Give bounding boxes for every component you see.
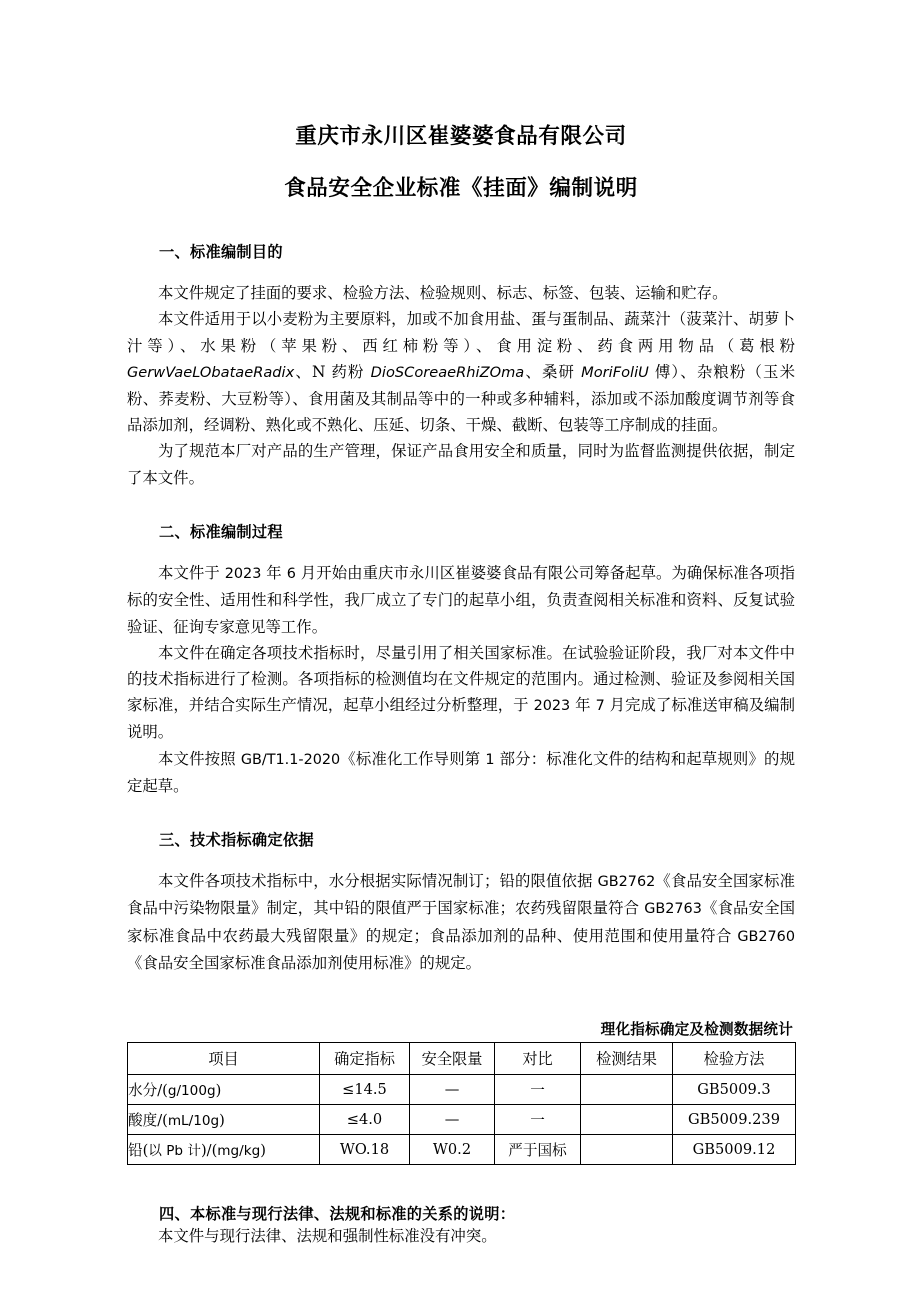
section-1-paragraph-1: 本文件规定了挂面的要求、检验方法、检验规则、标志、标签、包装、运输和贮存。	[158, 284, 728, 303]
section-1-paragraph-3: 为了规范本厂对产品的生产管理，保证产品食用安全和质量，同时为监督监测提供依据，制定了本文件。	[127, 442, 795, 487]
table-cell-determined: WO.18	[320, 1134, 410, 1164]
section-1-paragraph-2: 本文件适用于以小麦粉为主要原料，加或不加食用盐、蛋与蛋制品、蔬菜汁（菠菜汁、胡萝卜汁等）、水果粉（苹果粉、西红柿粉等）、食用淀粉、药食两用物品（葛根粉 GerwVaeLObataeRadix、N 药粉 DioSCoreaeRhiZOma、桑研 MoriFoliU 傅）、杂粮粉（玉米粉、荞麦粉、大豆粉等）、食用菌及其制品等中的一种或多种辅料，添加或不添加酸度调节剂等食品添加剂，经调粉、熟化或不熟化、压延、切条、干燥、截断、包装等工序制成的挂面。	[127, 310, 795, 435]
section-heading-4: 四、本标准与现行法律、法规和标准的关系的说明：	[159, 1204, 516, 1223]
table-cell-determined: ≤4.0	[320, 1104, 410, 1134]
table-cell-determined: ≤14.5	[320, 1074, 410, 1104]
table-cell-comparison: 严于国标	[495, 1134, 581, 1164]
table-cell-item: 水分/(g/100g)	[128, 1074, 320, 1104]
table-cell-test-result	[581, 1134, 673, 1164]
section-4-block	[127, 1205, 795, 1249]
section-3-paragraph-1: 本文件各项技术指标中，水分根据实际情况制订；铅的限值依据 GB2762《食品安全国家标准食品中污染物限量》制定，其中铅的限值严于国家标准；农药残留限量符合 GB2763《食品安全国家标准食品中农药最大残留限量》的规定；食品添加剂的品种、使用范围和使用量符合 GB2760《食品安全国家标准食品添加剂使用标准》的规定。	[127, 872, 795, 972]
document-title-line-2: 食品安全企业标准《挂面》编制说明	[284, 175, 638, 201]
section-heading-1: 一、标准编制目的	[159, 243, 283, 261]
table-header-comparison: 对比	[495, 1042, 581, 1074]
section-4-paragraph-1: 本文件与现行法律、法规和强制性标准没有冲突。	[158, 1227, 497, 1246]
indicator-table	[127, 1042, 796, 1165]
table-row	[128, 1104, 796, 1134]
document-title-line-1: 重庆市永川区崔婆婆食品有限公司	[295, 124, 627, 149]
table-caption: 理化指标确定及检测数据统计	[600, 1020, 793, 1038]
table-cell-method: GB5009.12	[673, 1134, 796, 1164]
table-cell-safety-limit: W0.2	[410, 1134, 495, 1164]
section-2-paragraph-1: 本文件于 2023 年 6 月开始由重庆市永川区崔婆婆食品有限公司筹备起草。为确保标准各项指标的安全性、适用性和科学性，我厂成立了专门的起草小组，负责查阅相关标准和资料、反复试验验证、征询专家意见等工作。	[127, 564, 795, 636]
section-heading-2: 二、标准编制过程	[159, 522, 283, 541]
table-cell-comparison: 一	[495, 1104, 581, 1134]
table-header-row	[128, 1042, 796, 1074]
table-cell-method: GB5009.239	[673, 1104, 796, 1134]
document-body	[127, 0, 795, 1249]
table-cell-method: GB5009.3	[673, 1074, 796, 1104]
section-2-paragraph-2: 本文件在确定各项技术指标时，尽量引用了相关国家标准。在试验验证阶段，我厂对本文件中的技术指标进行了检测。各项指标的检测值均在文件规定的范围内。通过检测、验证及参阅相关国家标准，并结合实际生产情况，起草小组经过分析整理，于 2023 年 7 月完成了标准送审稿及编制说明。	[127, 643, 795, 742]
table-header-method: 检验方法	[673, 1042, 796, 1074]
table-cell-comparison: 一	[495, 1074, 581, 1104]
indicator-table-block	[127, 1018, 795, 1165]
table-row	[128, 1074, 796, 1104]
table-cell-safety-limit: —	[410, 1074, 495, 1104]
section-heading-3: 三、技术指标确定依据	[159, 830, 314, 849]
table-header-test-result: 检测结果	[581, 1042, 673, 1074]
table-cell-item: 铅(以 Pb 计)/(mg/kg)	[128, 1134, 320, 1164]
table-header-safety-limit: 安全限量	[410, 1042, 495, 1074]
table-cell-safety-limit: —	[410, 1104, 495, 1134]
table-row	[128, 1134, 796, 1164]
section-2-paragraph-3: 本文件按照 GB/T1.1-2020《标准化工作导则第 1 部分：标准化文件的结构和起草规则》的规定起草。	[127, 749, 795, 795]
table-cell-test-result	[581, 1074, 673, 1104]
table-cell-test-result	[581, 1104, 673, 1134]
table-header-item: 项目	[128, 1042, 320, 1074]
table-header-determined: 确定指标	[320, 1042, 410, 1074]
table-cell-item: 酸度/(mL/10g)	[128, 1104, 320, 1134]
